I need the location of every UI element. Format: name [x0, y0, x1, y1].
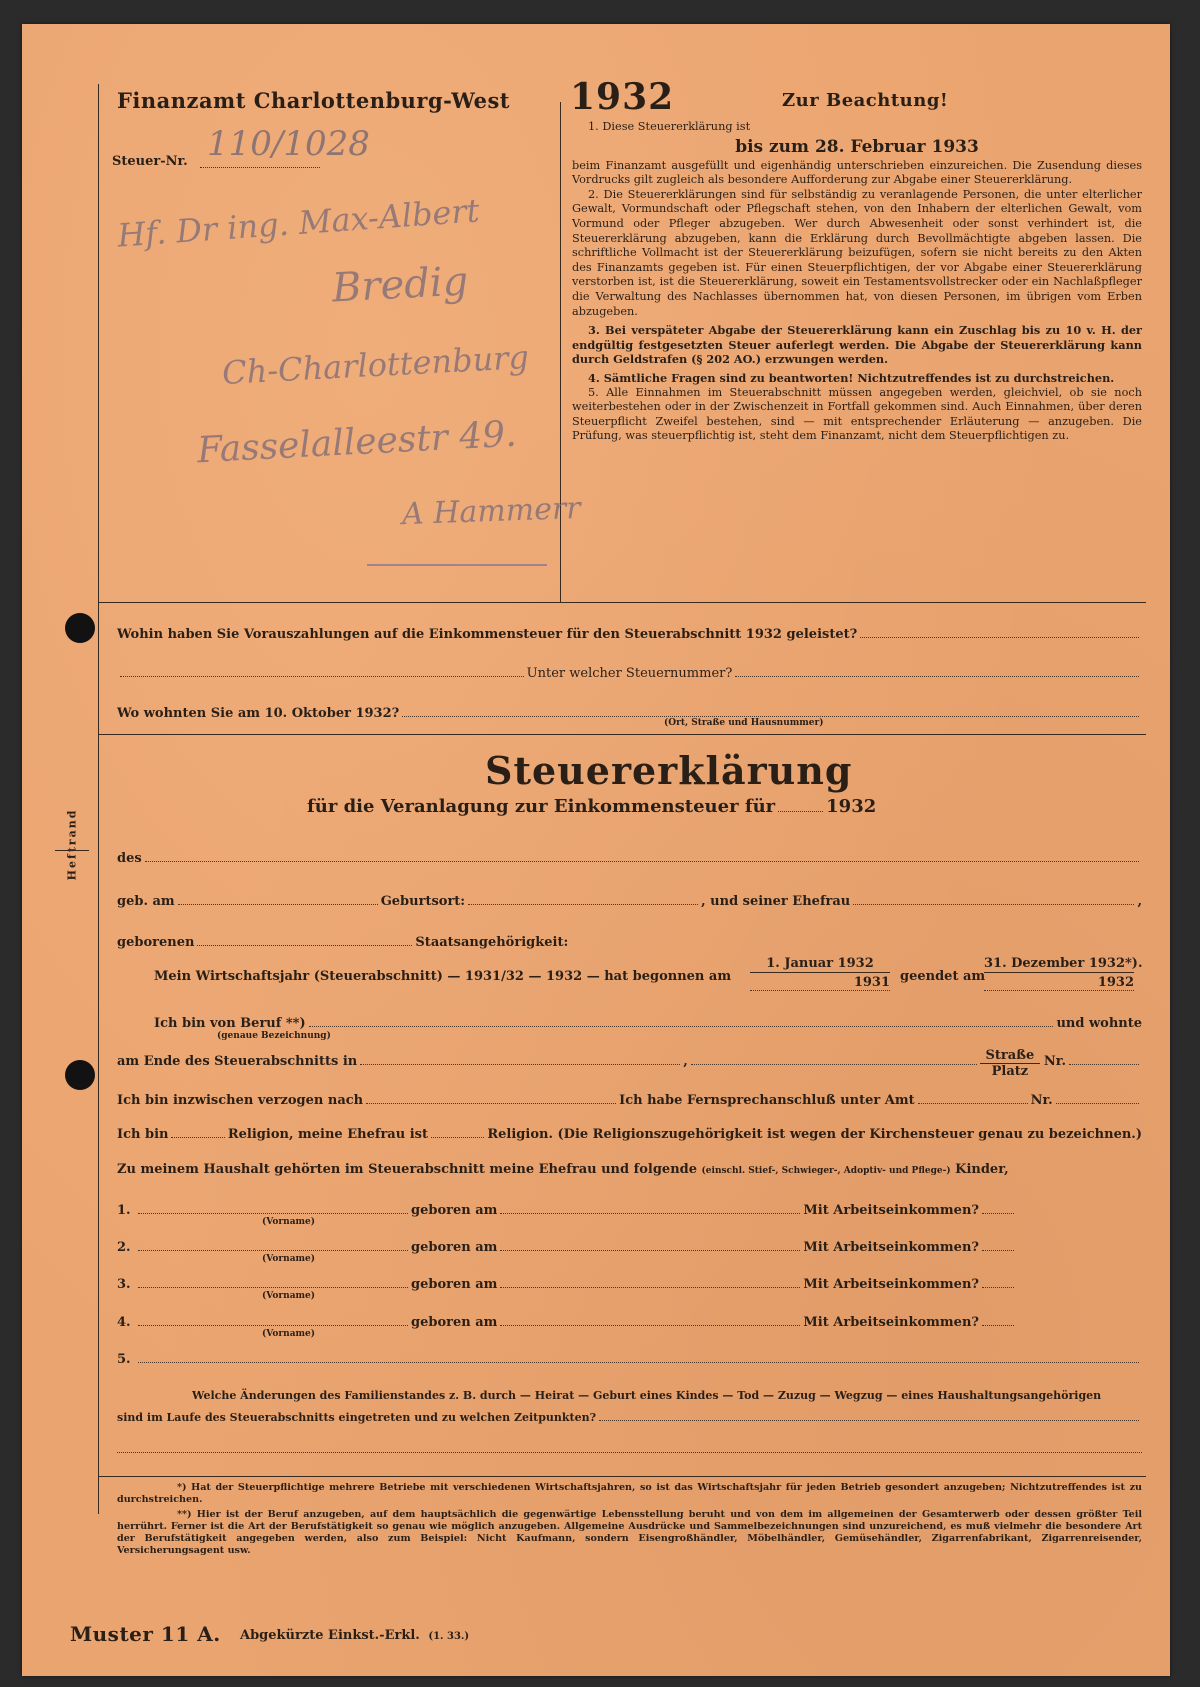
child-3-hint: (Vorname)	[262, 1291, 316, 1301]
taxpayer-name-field[interactable]	[145, 850, 1139, 862]
footnote-1: *) Hat der Steuerpflichtige mehrere Betriebe mit verschiedenen Wirtschaftsjahren, so ist das Wirtschaftsjahr für jeden Betrieb gesondert anzugeben; Nichtzutreffendes ist zu durchstreichen.	[117, 1482, 1142, 1505]
prepayment-row-1	[117, 626, 1142, 642]
child-row-2: 2. geboren am Mit Arbeitseinkommen?	[117, 1239, 1017, 1255]
maiden-name-field[interactable]	[197, 934, 412, 946]
form-year: 1932	[570, 76, 675, 118]
handwriting-line-4: Fasselalleestr 49.	[196, 413, 518, 472]
footnote-separator	[98, 1476, 1146, 1477]
heftrand-tick	[55, 850, 89, 851]
steuernummer-question: Unter welcher Steuernummer?	[526, 666, 733, 681]
center-divider	[560, 102, 561, 602]
punch-hole-bottom	[65, 1060, 95, 1090]
geborenen-row: geborenen Staatsangehörigkeit:	[117, 934, 1142, 950]
child-1-name-field[interactable]	[138, 1202, 408, 1214]
note-1-text: beim Finanzamt ausgefüllt und eigenhändig unterschrieben einzureichen. Die Zusendung dieses Vordrucks gilt zugleich als besondere Aufforderung zur Abgabe einer Steuererklärung.	[572, 158, 1142, 187]
signature-stroke	[367, 564, 547, 566]
phone-exchange-field[interactable]	[918, 1092, 1028, 1104]
form-subtitle: für die Veranlagung zur Einkommensteuer für 1932	[307, 796, 877, 817]
child-3-name-field[interactable]	[138, 1276, 408, 1288]
child-1-hint: (Vorname)	[262, 1217, 316, 1227]
punch-hole-top	[65, 613, 95, 643]
handwriting-signature: A Hammerr	[401, 490, 582, 533]
wife-name-field[interactable]	[853, 893, 1134, 905]
handwriting-line-3: Ch-Charlottenburg	[221, 337, 530, 393]
religion-row: Ich bin Religion, meine Ehefrau ist Religion. (Die Religionszugehörigkeit ist wegen der Kirchensteuer genau zu bezeichnen.)	[117, 1127, 1142, 1142]
child-1-income-field[interactable]	[982, 1202, 1014, 1214]
child-3-income-field[interactable]	[982, 1276, 1014, 1288]
child-5-field[interactable]	[138, 1351, 1139, 1363]
phone-number-field[interactable]	[1056, 1092, 1139, 1104]
steuer-nr-label: Steuer-Nr.	[112, 154, 188, 169]
muster-label: Muster 11 A.	[70, 1622, 221, 1646]
street-field[interactable]	[691, 1053, 977, 1065]
child-4-name-field[interactable]	[138, 1314, 408, 1326]
note-2-text: 2. Die Steuererklärungen sind für selbständig zu veranlagende Personen, die unter elterlicher Gewalt, Vormundschaft oder Pflegschaft stehen, von den Inhabern der elterlichen Gewalt, vom Vormund oder Pfleger abzugeben. Wer durch Abwesenheit oder sonst verhindert ist, die Steuererklärung abzugeben, kann die Erklärung durch Bevollmächtigte abgeben lassen. Die schriftliche Vollmacht ist der Steuererklärung beizufügen, sofern sie nicht bereits zu den Akten des Finanzamts gegeben ist. Für einen Steuerpflichtigen, der vor Abgabe einer Steuererklärung verstorben ist, ist die Steuererklärung, soweit ein Testamentsvollstrecker oder ein Nachlaßpfleger die Verwaltung des Nachlasses übernommen hat, von diesen Personen, im übrigen vom Erben abzugeben.	[572, 187, 1142, 318]
residence-field[interactable]	[402, 705, 1139, 717]
child-row-1: 1. geboren am Mit Arbeitseinkommen?	[117, 1202, 1017, 1218]
form-abbrev: Abgekürzte Einkst.-Erkl. (1. 33.)	[240, 1628, 470, 1643]
wife-religion-field[interactable]	[431, 1126, 484, 1138]
residence-question: Wo wohnten Sie am 10. Oktober 1932?	[117, 706, 400, 721]
religion-field[interactable]	[171, 1126, 224, 1138]
child-2-birth-field[interactable]	[500, 1239, 800, 1251]
fiscal-end-label: geendet am	[900, 969, 986, 984]
fiscal-end-box	[984, 956, 1143, 991]
footnote-2: **) Hier ist der Beruf anzugeben, auf dem hauptsächlich die gegenwärtige Lebensstellung beruht und von dem im allgemeinen der Gesamterwerb oder dessen größter Teil herrührt. Ferner ist die Art der Berufstätigkeit so genau wie möglich anzugeben. Allgemeine Ausdrücke und Sammelbezeichnungen sind unzureichend, es muß vielmehr die besondere Art der Berufstätigkeit angegeben werden, also zum Beispiel: Nicht Kaufmann, sondern Eisengroßhändler, Möbelhändler, Gemüsehändler, Zigarrenfabrikant, Zigarrenreisender, Versicherungsagent usw.	[117, 1509, 1142, 1556]
steuernummer-field[interactable]	[735, 665, 1139, 677]
child-1-birth-field[interactable]	[500, 1202, 800, 1214]
child-row-4: 4. geboren am Mit Arbeitseinkommen?	[117, 1314, 1017, 1330]
residence-end-row: am Ende des Steuerabschnitts in , Straße Platz Nr.	[117, 1053, 1142, 1085]
moved-to-field[interactable]	[366, 1092, 616, 1104]
handwriting-line-2: Bredig	[330, 258, 470, 312]
residence-hint: (Ort, Straße und Hausnummer)	[664, 718, 824, 728]
occupation-row: Ich bin von Beruf **) und wohnte	[154, 1016, 1142, 1031]
child-row-5: 5.	[117, 1351, 1142, 1367]
heftrand-label: Heftrand	[65, 808, 79, 880]
form-separator	[98, 734, 1146, 735]
fiscal-end-top: 31. Dezember 1932*).	[984, 956, 1143, 971]
fiscal-begin-box	[750, 956, 890, 991]
document-page	[22, 24, 1170, 1676]
child-2-income-field[interactable]	[982, 1239, 1014, 1251]
prepayment-field[interactable]	[860, 626, 1139, 638]
platz-label: Platz	[991, 1064, 1029, 1079]
family-changes-line-1: Welche Änderungen des Familienstandes z. B. durch — Heirat — Geburt eines Kindes — Tod — Zuzug — Wegzug — eines Haushaltungsangehörigen	[192, 1389, 1102, 1402]
note-3-text: 3. Bei verspäteter Abgabe der Steuererklärung kann ein Zuschlag bis zu 10 v. H. der endgültig festgesetzten Steuer auferlegt werden. Die Abgabe der Steuererklärung kann durch Geldstrafen (§ 202 AO.) erzwungen werden.	[572, 323, 1142, 367]
note-1-intro: 1. Diese Steuererklärung ist	[588, 120, 751, 133]
fiscal-end-bottom: 1932	[984, 973, 1134, 991]
child-row-3: 3. geboren am Mit Arbeitseinkommen?	[117, 1276, 1017, 1292]
des-row: des	[117, 850, 1142, 866]
steuer-nr-handwritten: 110/1028	[207, 124, 370, 164]
fiscal-begin-top: 1. Januar 1932	[750, 956, 890, 973]
birthplace-field[interactable]	[468, 893, 698, 905]
child-2-hint: (Vorname)	[262, 1254, 316, 1264]
attention-title: Zur Beachtung!	[782, 90, 949, 111]
handwriting-line-1: Hf. Dr ing. Max-Albert	[116, 191, 481, 255]
instructions-block	[572, 120, 1142, 444]
city-field[interactable]	[360, 1053, 680, 1065]
house-number-field[interactable]	[1069, 1053, 1139, 1065]
note-4-text: 4. Sämtliche Fragen sind zu beantworten! Nichtzutreffendes ist zu durchstreichen.	[588, 370, 1115, 385]
birth-row: geb. am Geburtsort: , und seiner Ehefrau ,	[117, 894, 1142, 909]
steuer-nr-line	[200, 167, 320, 168]
residence-row	[117, 705, 1142, 721]
form-subtitle-year: 1932	[826, 796, 877, 817]
office-name: Finanzamt Charlottenburg-West	[117, 88, 510, 113]
child-2-name-field[interactable]	[138, 1239, 408, 1251]
prepayment-row-2	[117, 665, 1142, 681]
birth-date-field[interactable]	[178, 893, 378, 905]
occupation-field[interactable]	[309, 1015, 1054, 1027]
family-changes-row: sind im Laufe des Steuerabschnitts eingetreten und zu welchen Zeitpunkten?	[117, 1409, 1142, 1424]
strasse-label: Straße	[980, 1048, 1040, 1064]
family-changes-line-2[interactable]	[117, 1452, 1142, 1453]
occupation-hint: (genaue Bezeichnung)	[217, 1031, 331, 1041]
child-3-birth-field[interactable]	[500, 1276, 800, 1288]
top-section-separator	[98, 602, 1146, 603]
child-4-hint: (Vorname)	[262, 1329, 316, 1339]
child-4-birth-field[interactable]	[500, 1314, 800, 1326]
prepayment-field-2[interactable]	[120, 665, 524, 677]
form-title: Steuererklärung	[485, 748, 853, 793]
note-1-deadline: bis zum 28. Februar 1933	[735, 136, 979, 157]
moved-row: Ich bin inzwischen verzogen nach Ich habe Fernsprechanschluß unter Amt Nr.	[117, 1092, 1142, 1108]
child-4-income-field[interactable]	[982, 1314, 1014, 1326]
note-5-text: 5. Alle Einnahmen im Steuerabschnitt müssen angegeben werden, gleichviel, ob sie noch weiterbestehen oder in der Zwischenzeit in Fortfall gekommen sind. Auch Einnahmen, über deren Steuerpflicht Zweifel bestehen, sind — mit entsprechender Erläuterung — anzugeben. Die Prüfung, was steuerpflichtig ist, steht dem Finanzamt, nicht dem Steuerpflichtigen zu.	[572, 385, 1142, 443]
left-frame-line	[98, 84, 99, 1514]
fiscal-begin-bottom: 1931	[750, 973, 890, 991]
prepayment-question: Wohin haben Sie Vorauszahlungen auf die Einkommensteuer für den Steuerabschnitt 1932 geleistet?	[117, 627, 858, 642]
fiscal-year-text: Mein Wirtschaftsjahr (Steuerabschnitt) — 1931/32 — 1932 — hat begonnen am	[154, 969, 732, 984]
nationality-field[interactable]	[571, 934, 572, 946]
footnotes	[117, 1482, 1142, 1557]
household-row: Zu meinem Haushalt gehörten im Steuerabschnitt meine Ehefrau und folgende (einschl. Stief-, Schwieger-, Adoptiv- und Pflege-) Kinder,	[117, 1162, 1009, 1177]
family-changes-field[interactable]	[599, 1409, 1139, 1421]
